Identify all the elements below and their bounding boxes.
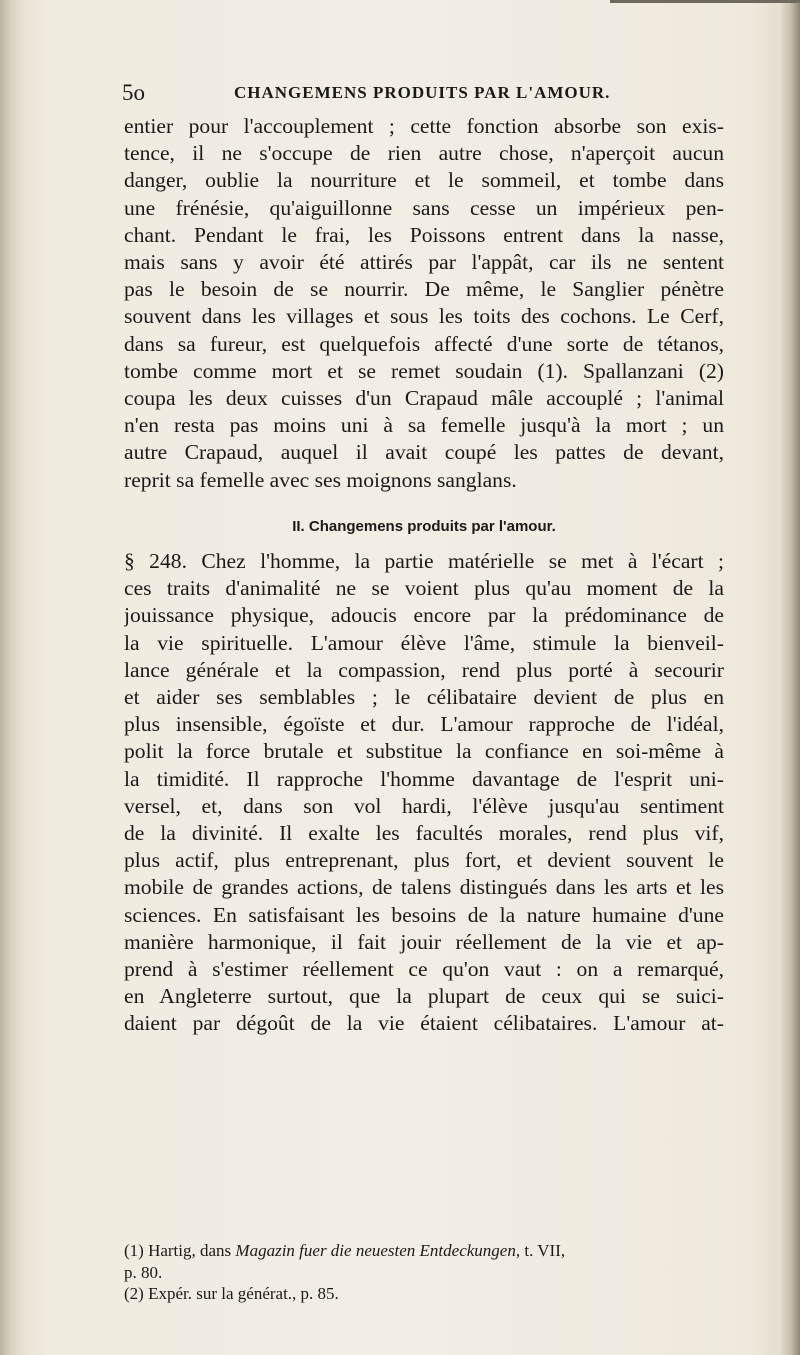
text-line: prend à s'estimer réellement ce qu'on vaut : on a remarqué, <box>124 957 724 982</box>
page-edge <box>778 0 800 1355</box>
text-line: et aider ses semblables ; le célibataire devient de plus en <box>124 685 724 710</box>
footnotes <box>124 1240 724 1305</box>
text-line: ces traits d'animalité ne se voient plus qu'au moment de la <box>124 576 724 601</box>
text-line: dans sa fureur, est quelquefois affecté d'une sorte de tétanos, <box>124 331 724 356</box>
text-line: pas le besoin de se nourrir. De même, le Sanglier pénètre <box>124 277 724 302</box>
top-edge-rule <box>610 0 800 3</box>
footnote-1-continuation: p. 80. <box>124 1262 163 1282</box>
text-line: mais sans y avoir été attirés par l'appât, car ils ne sentent <box>124 250 724 275</box>
text-line: plus insensible, égoïste et dur. L'amour rapproche de l'idéal, <box>124 712 724 737</box>
text-line: n'en resta pas moins uni à sa femelle jusqu'à la mort ; un <box>124 413 724 438</box>
text-line: jouissance physique, adoucis encore par la prédominance de <box>124 603 724 628</box>
text-line: chant. Pendant le frai, les Poissons entrent dans la nasse, <box>124 222 724 247</box>
text-line: lance générale et la compassion, rend plus porté à secourir <box>124 657 724 682</box>
text-line: autre Crapaud, auquel il avait coupé les pattes de devant, <box>124 440 724 465</box>
text-line: danger, oublie la nourriture et le sommeil, et tombe dans <box>124 168 724 193</box>
text-line: daient par dégoût de la vie étaient célibataires. L'amour at- <box>124 1011 724 1036</box>
text-line: tence, il ne s'occupe de rien autre chose, n'aperçoit aucun <box>124 141 724 166</box>
text-line: reprit sa femelle avec ses moignons sanglans. <box>124 467 517 492</box>
text-line: sciences. En satisfaisant les besoins de la nature humaine d'une <box>124 902 724 927</box>
text-line: § 248. Chez l'homme, la partie matérielle se met à l'écart ; <box>124 549 724 573</box>
footnote-1-title: Magazin fuer die neuesten Entdeckungen <box>235 1241 516 1260</box>
footnote-1 <box>124 1240 724 1262</box>
text-line: en Angleterre surtout, que la plupart de ceux qui se suici- <box>124 984 724 1009</box>
page-gutter <box>0 0 26 1355</box>
footnote-1-suffix: , t. VII, <box>515 1241 566 1260</box>
text-line: versel, et, dans son vol hardi, l'élève jusqu'au sentiment <box>124 793 724 818</box>
page-number: 5o <box>122 80 145 105</box>
footnote-1-prefix: (1) Hartig, dans <box>124 1241 236 1260</box>
running-head <box>122 80 722 110</box>
text-line: mobile de grandes actions, de talens distingués dans les arts et les <box>124 875 724 900</box>
section-heading: II. Changemens produits par l'amour. <box>292 518 556 535</box>
text-line: plus actif, plus entreprenant, plus fort, et devient souvent le <box>124 848 724 873</box>
paragraph-2 <box>124 548 724 1038</box>
text-line: de la divinité. Il exalte les facultés morales, rend plus vif, <box>124 821 724 846</box>
text-line: souvent dans les villages et sous les toits des cochons. Le Cerf, <box>124 304 724 329</box>
text-line: une frénésie, qu'aiguillonne sans cesse un impérieux pen- <box>124 195 724 220</box>
running-title: CHANGEMENS PRODUITS PAR L'AMOUR. <box>234 83 611 102</box>
text-line: la vie spirituelle. L'amour élève l'âme, stimule la bienveil- <box>124 630 724 655</box>
paragraph-1 <box>124 113 724 494</box>
text-line: coupa les deux cuisses d'un Crapaud mâle accouplé ; l'animal <box>124 386 724 411</box>
text-line: polit la force brutale et substitue la confiance en soi-même à <box>124 739 724 764</box>
text-line: manière harmonique, il fait jouir réellement de la vie et ap- <box>124 929 724 954</box>
text-line: tombe comme mort et se remet soudain (1). Spallanzani (2) <box>124 358 724 383</box>
text-line: entier pour l'accouplement ; cette fonction absorbe son exis- <box>124 114 724 138</box>
footnote-2: (2) Expér. sur la générat., p. 85. <box>124 1284 339 1303</box>
text-line: la timidité. Il rapproche l'homme davantage de l'esprit uni- <box>124 766 724 791</box>
